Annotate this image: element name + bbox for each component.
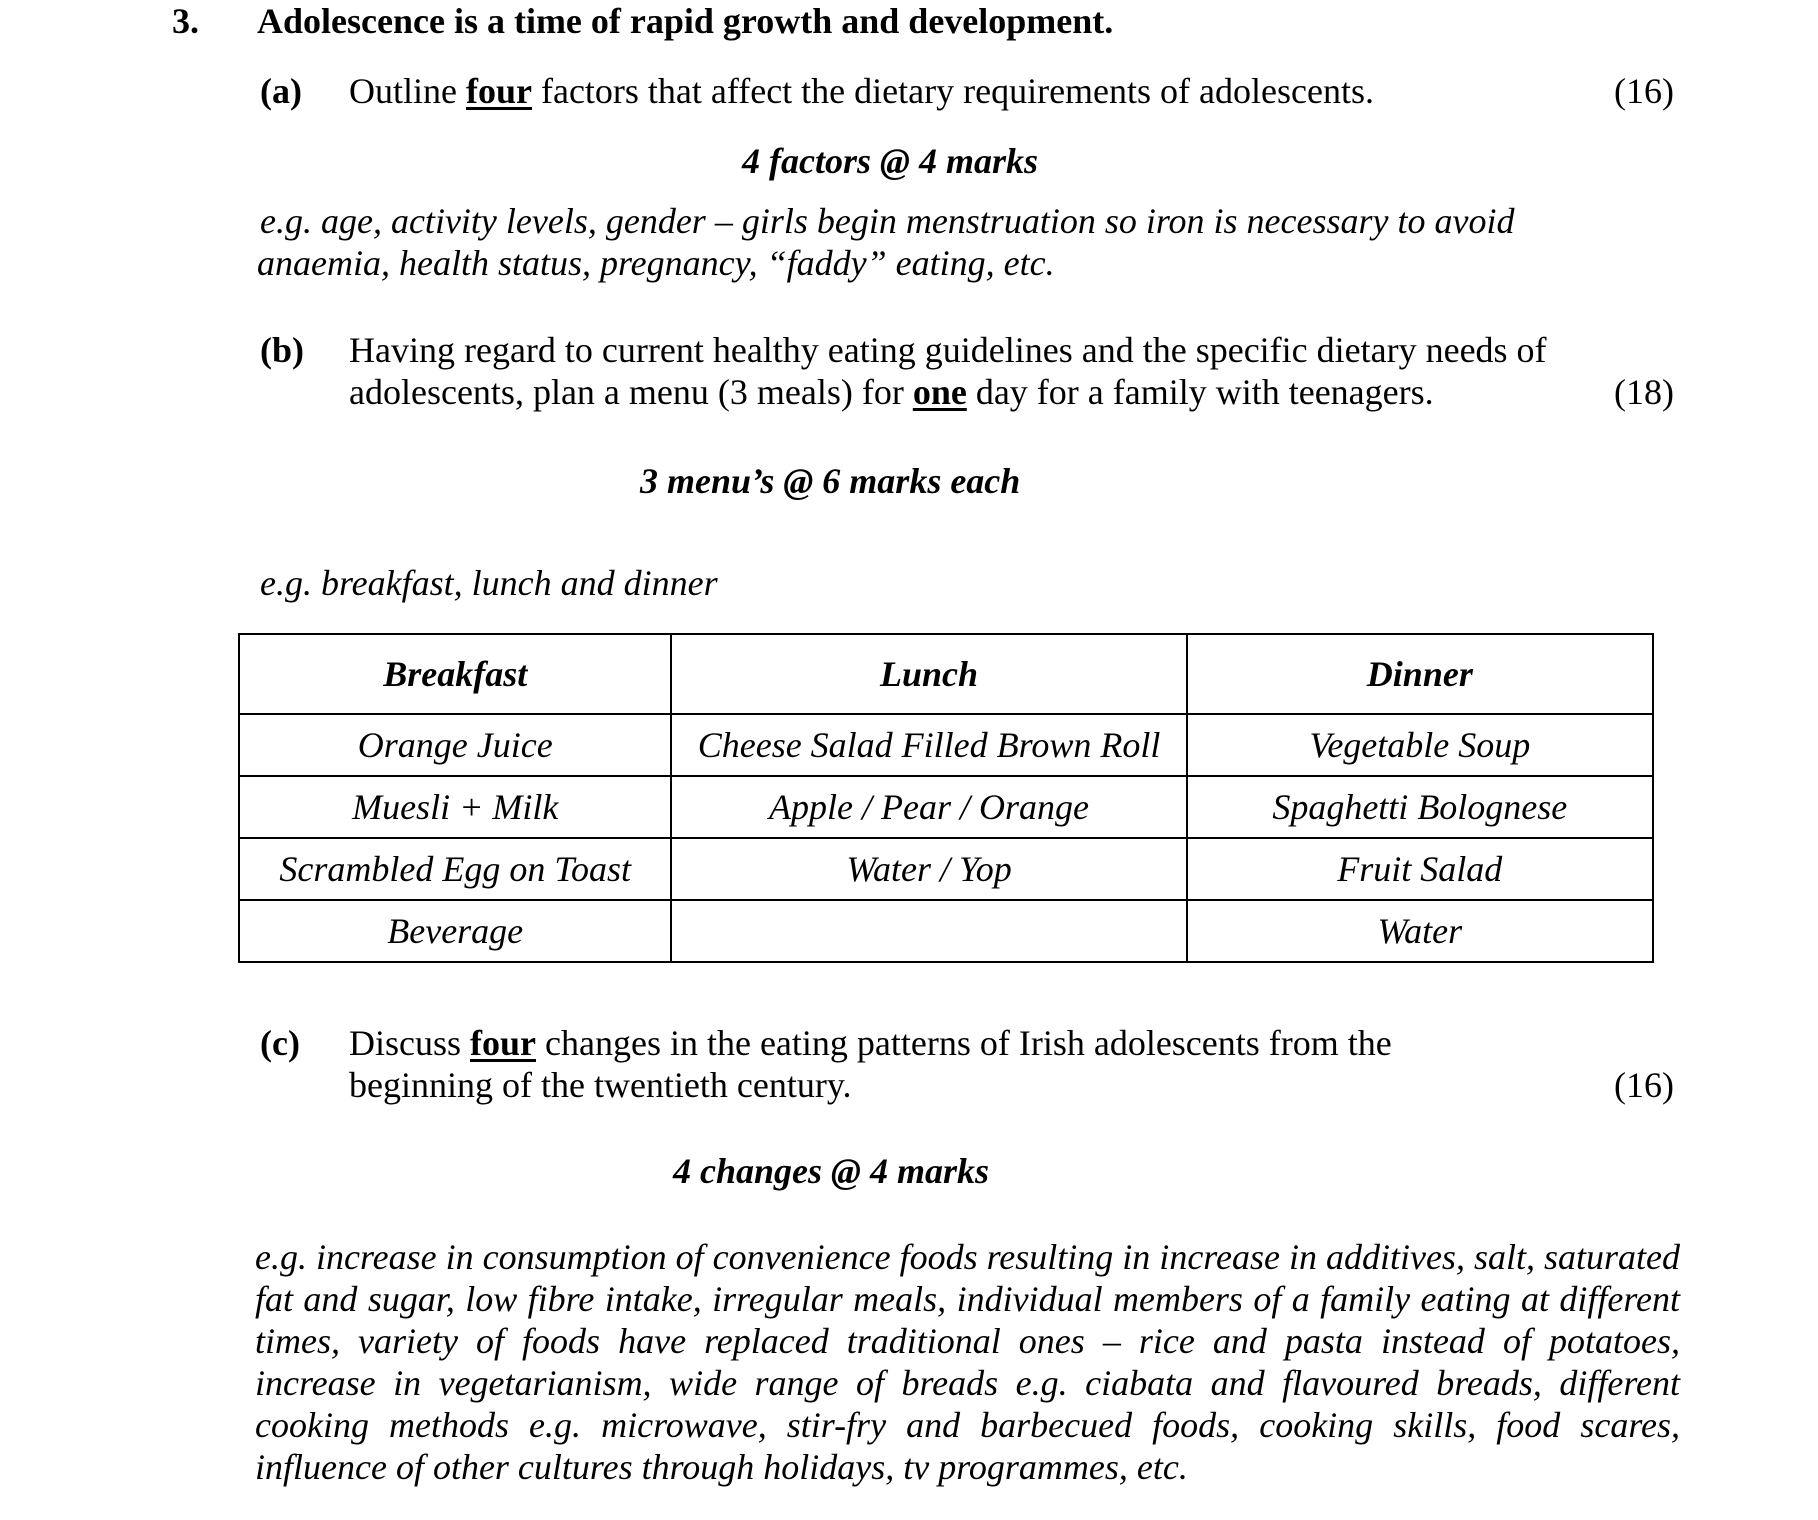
table-cell: Cheese Salad Filled Brown Roll — [671, 714, 1186, 776]
part-a-text-before: Outline — [349, 71, 466, 111]
header-breakfast: Breakfast — [239, 634, 671, 714]
table-cell: Water / Yop — [671, 838, 1186, 900]
part-a-marks: (16) — [1614, 71, 1674, 111]
table-cell: Fruit Salad — [1187, 838, 1653, 900]
part-b-example: e.g. breakfast, lunch and dinner — [260, 563, 718, 603]
table-cell: Orange Juice — [239, 714, 671, 776]
table-cell: Scrambled Egg on Toast — [239, 838, 671, 900]
part-a-label: (a) — [260, 71, 302, 111]
part-a-marking-scheme: 4 factors @ 4 marks — [742, 141, 1038, 181]
menu-table-header-row — [239, 634, 1653, 714]
part-c-label: (c) — [260, 1023, 300, 1063]
table-cell: Vegetable Soup — [1187, 714, 1653, 776]
part-a-emphasis: four — [465, 71, 532, 111]
part-b-question-line-2 — [349, 371, 1434, 413]
part-c-marking-scheme: 4 changes @ 4 marks — [673, 1151, 989, 1191]
part-b-emphasis: one — [912, 372, 967, 412]
part-c-text-after: changes in the eating patterns of Irish adolescents from the — [536, 1023, 1392, 1063]
part-b-marking-scheme: 3 menu’s @ 6 marks each — [640, 461, 1021, 501]
table-cell: Apple / Pear / Orange — [671, 776, 1186, 838]
part-c-emphasis: four — [470, 1023, 537, 1063]
part-a-answer-line-1: e.g. age, activity levels, gender – girls begin menstruation so iron is necessary to avoid — [260, 201, 1515, 241]
table-row — [239, 838, 1653, 900]
part-c-answer: e.g. increase in consumption of convenience foods resulting in increase in additives, salt, saturated fat and sugar, low fibre intake, irregular meals, individual members of a family eating at different times, variety of foods have replaced traditional ones – rice and pasta instead of potatoes, increase in vegetarianism, wide range of breads e.g. ciabata and flavoured breads, different cooking methods e.g. microwave, stir-fry and barbecued foods, cooking skills, food scares, influence of other cultures through holidays, tv programmes, etc. — [255, 1237, 1680, 1487]
part-c-question-line-1 — [349, 1022, 1392, 1064]
part-c-text-before: Discuss — [349, 1023, 471, 1063]
part-a-text-after: factors that affect the dietary requirements of adolescents. — [531, 71, 1374, 111]
part-b-question-line-1: Having regard to current healthy eating guidelines and the specific dietary needs of — [349, 330, 1547, 370]
part-b-text-before: adolescents, plan a menu (3 meals) for — [349, 372, 913, 412]
question-number: 3. — [172, 1, 199, 41]
table-cell — [671, 900, 1186, 962]
header-dinner: Dinner — [1187, 634, 1653, 714]
table-cell: Muesli + Milk — [239, 776, 671, 838]
table-row — [239, 776, 1653, 838]
table-cell: Spaghetti Bolognese — [1187, 776, 1653, 838]
table-row — [239, 900, 1653, 962]
table-row — [239, 714, 1653, 776]
part-c-marks: (16) — [1614, 1065, 1674, 1105]
part-c-question-line-2: beginning of the twentieth century. — [349, 1065, 852, 1105]
part-b-label: (b) — [260, 330, 304, 370]
question-title: Adolescence is a time of rapid growth and development. — [257, 1, 1114, 41]
part-b-text-after: day for a family with teenagers. — [966, 372, 1434, 412]
table-cell: Beverage — [239, 900, 671, 962]
part-b-marks: (18) — [1614, 372, 1674, 412]
part-a-answer-line-2: anaemia, health status, pregnancy, “faddy” eating, etc. — [257, 243, 1055, 283]
header-lunch: Lunch — [671, 634, 1186, 714]
table-cell: Water — [1187, 900, 1653, 962]
menu-table — [238, 633, 1654, 963]
part-a-question — [349, 70, 1374, 112]
